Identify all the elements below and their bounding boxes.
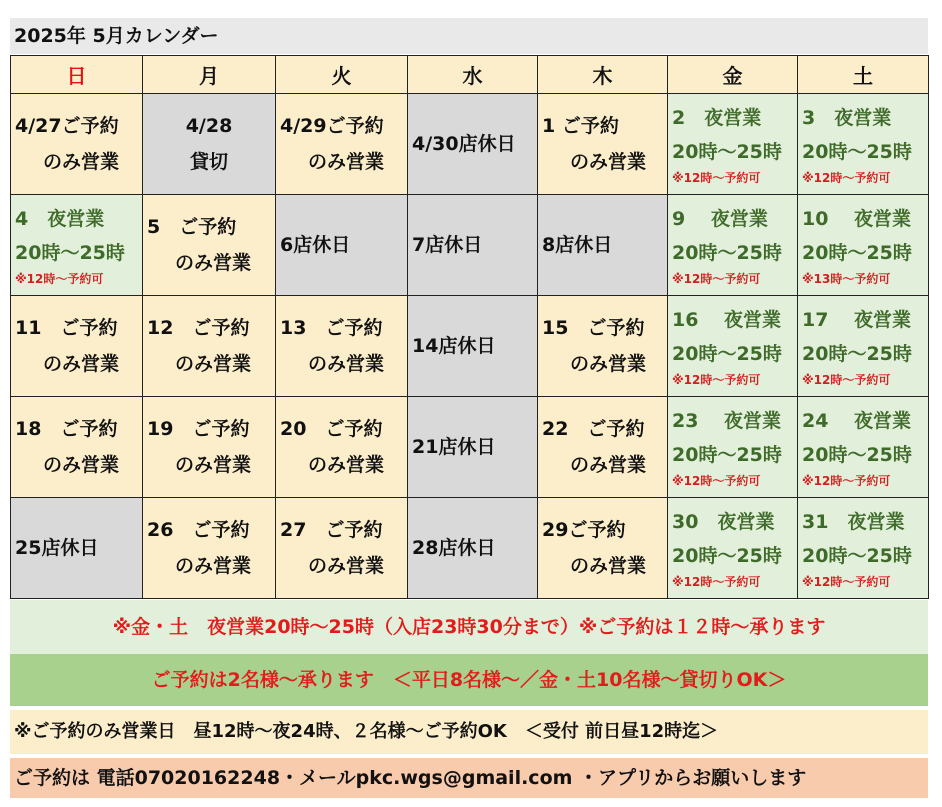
calendar-week-row <box>11 94 929 195</box>
calendar-day-cell <box>408 397 538 498</box>
reservation-note: ※12時～予約可 <box>802 171 891 185</box>
day-label: 20 ご予約 <box>280 418 383 440</box>
calendar-day-cell <box>11 94 143 195</box>
reservation-note: ※12時～予約可 <box>802 474 891 488</box>
weekday-thursday: 木 <box>538 56 668 94</box>
calendar-day-cell <box>276 195 408 296</box>
calendar-week-row <box>11 498 929 599</box>
calendar-day-cell <box>538 94 668 195</box>
calendar-day-cell <box>11 498 143 599</box>
day-sublabel: のみ営業 <box>570 555 647 577</box>
day-sublabel: のみ営業 <box>308 555 385 577</box>
day-hours-label: 20時～25時 <box>672 141 782 163</box>
weekday-tuesday: 火 <box>276 56 408 94</box>
reservation-note: ※12時～予約可 <box>672 171 761 185</box>
calendar-day-cell <box>143 195 276 296</box>
day-status-label: 17 夜営業 <box>802 309 912 331</box>
day-status-label: 9 夜営業 <box>672 208 768 230</box>
day-sublabel: のみ営業 <box>308 151 385 173</box>
calendar-day-cell <box>668 195 798 296</box>
day-sublabel: のみ営業 <box>175 454 252 476</box>
day-sublabel: のみ営業 <box>175 353 252 375</box>
calendar-day-cell <box>538 195 668 296</box>
reservation-note: ※12時～予約可 <box>672 272 761 286</box>
reservation-note: ※13時～予約可 <box>802 272 891 286</box>
day-sublabel: のみ営業 <box>570 151 647 173</box>
calendar-day-cell <box>276 498 408 599</box>
calendar-day-cell <box>276 94 408 195</box>
calendar-day-cell <box>668 296 798 397</box>
calendar-week-row <box>11 195 929 296</box>
day-hours-label: 20時～25時 <box>672 444 782 466</box>
day-status-label: 30 夜営業 <box>672 511 775 533</box>
calendar-day-cell <box>11 397 143 498</box>
contact-info-note: ご予約は 電話07020162248・メールpkc.wgs@gmail.com ・アプリからお願いします <box>10 758 928 798</box>
day-status-label: 2 夜営業 <box>672 107 762 129</box>
day-hours-label: 20時～25時 <box>802 343 912 365</box>
day-label: 4/30店休日 <box>412 133 516 155</box>
calendar-day-cell <box>668 498 798 599</box>
day-sublabel: 貸切 <box>189 151 228 173</box>
day-label: 29ご予約 <box>542 519 626 541</box>
calendar-grid <box>10 55 929 599</box>
day-sublabel: のみ営業 <box>308 454 385 476</box>
calendar-day-cell <box>143 296 276 397</box>
day-label: 6店休日 <box>280 234 351 256</box>
calendar-day-cell <box>668 397 798 498</box>
calendar-day-cell <box>668 94 798 195</box>
day-label: 1 ご予約 <box>542 115 619 137</box>
day-hours-label: 20時～25時 <box>802 545 912 567</box>
calendar-day-cell <box>11 195 143 296</box>
weekday-monday: 月 <box>143 56 276 94</box>
calendar-day-cell <box>538 296 668 397</box>
reservation-note: ※12時～予約可 <box>15 272 104 286</box>
day-sublabel: のみ営業 <box>570 353 647 375</box>
calendar-title: 2025年 5月カレンダー <box>10 18 928 54</box>
day-label: 18 ご予約 <box>15 418 118 440</box>
reservation-note: ※12時～予約可 <box>672 474 761 488</box>
calendar-week-row <box>11 296 929 397</box>
day-label: 21店休日 <box>412 436 496 458</box>
day-hours-label: 20時～25時 <box>802 242 912 264</box>
day-sublabel: のみ営業 <box>43 151 120 173</box>
calendar-day-cell <box>143 94 276 195</box>
calendar-day-cell <box>538 397 668 498</box>
calendar-day-cell <box>798 498 929 599</box>
day-sublabel: のみ営業 <box>43 454 120 476</box>
day-sublabel: のみ営業 <box>308 353 385 375</box>
day-status-label: 3 夜営業 <box>802 107 892 129</box>
day-status-label: 24 夜営業 <box>802 410 912 432</box>
day-label: 4/27ご予約 <box>15 115 119 137</box>
day-hours-label: 20時～25時 <box>672 343 782 365</box>
calendar-day-cell <box>276 296 408 397</box>
day-hours-label: 20時～25時 <box>672 545 782 567</box>
day-status-label: 4 夜営業 <box>15 208 105 230</box>
calendar-day-cell <box>798 397 929 498</box>
day-label: 27 ご予約 <box>280 519 383 541</box>
day-sublabel: のみ営業 <box>175 555 252 577</box>
calendar-day-cell <box>798 195 929 296</box>
day-label: 26 ご予約 <box>147 519 250 541</box>
calendar-day-cell <box>408 296 538 397</box>
day-label: 11 ご予約 <box>15 317 118 339</box>
calendar-day-cell <box>798 296 929 397</box>
calendar-day-cell <box>11 296 143 397</box>
calendar-day-cell <box>143 498 276 599</box>
day-label: 8店休日 <box>542 234 613 256</box>
day-label: 4/28 <box>185 115 233 137</box>
day-sublabel: のみ営業 <box>570 454 647 476</box>
calendar-day-cell <box>408 195 538 296</box>
weekday-saturday: 土 <box>798 56 929 94</box>
calendar-day-cell <box>538 498 668 599</box>
day-label: 28店休日 <box>412 537 496 559</box>
day-label: 25店休日 <box>15 537 99 559</box>
reservation-note: ※12時～予約可 <box>672 575 761 589</box>
calendar-day-cell <box>798 94 929 195</box>
reservation-note: ※12時～予約可 <box>672 373 761 387</box>
reservation-only-hours-note: ※ご予約のみ営業日 昼12時～夜24時、２名様～ご予約OK ＜受付 前日昼12時迄＞ <box>10 710 928 754</box>
weekday-header-row <box>11 56 929 94</box>
day-label: 14店休日 <box>412 335 496 357</box>
calendar-day-cell <box>143 397 276 498</box>
day-label: 12 ご予約 <box>147 317 250 339</box>
day-hours-label: 20時～25時 <box>802 444 912 466</box>
day-label: 7店休日 <box>412 234 483 256</box>
day-status-label: 10 夜営業 <box>802 208 912 230</box>
day-label: 5 ご予約 <box>147 216 237 238</box>
reservation-note: ※12時～予約可 <box>802 575 891 589</box>
calendar-day-cell <box>276 397 408 498</box>
day-hours-label: 20時～25時 <box>672 242 782 264</box>
day-label: 4/29ご予約 <box>280 115 384 137</box>
day-hours-label: 20時～25時 <box>802 141 912 163</box>
day-sublabel: のみ営業 <box>43 353 120 375</box>
calendar-day-cell <box>408 498 538 599</box>
group-reservation-note: ご予約は2名様～承ります ＜平日8名様～／金・土10名様～貸切りOK＞ <box>10 654 928 706</box>
day-label: 13 ご予約 <box>280 317 383 339</box>
reservation-note: ※12時～予約可 <box>802 373 891 387</box>
day-label: 15 ご予約 <box>542 317 645 339</box>
day-status-label: 23 夜営業 <box>672 410 782 432</box>
calendar-week-row <box>11 397 929 498</box>
calendar-day-cell <box>408 94 538 195</box>
day-label: 19 ご予約 <box>147 418 250 440</box>
night-hours-note: ※金・土 夜営業20時～25時（入店23時30分まで）※ご予約は１２時～承ります <box>10 600 928 654</box>
day-status-label: 16 夜営業 <box>672 309 782 331</box>
weekday-friday: 金 <box>668 56 798 94</box>
day-label: 22 ご予約 <box>542 418 645 440</box>
day-hours-label: 20時～25時 <box>15 242 125 264</box>
day-sublabel: のみ営業 <box>175 252 252 274</box>
weekday-wednesday: 水 <box>408 56 538 94</box>
day-status-label: 31 夜営業 <box>802 511 905 533</box>
weekday-sunday: 日 <box>11 56 143 94</box>
